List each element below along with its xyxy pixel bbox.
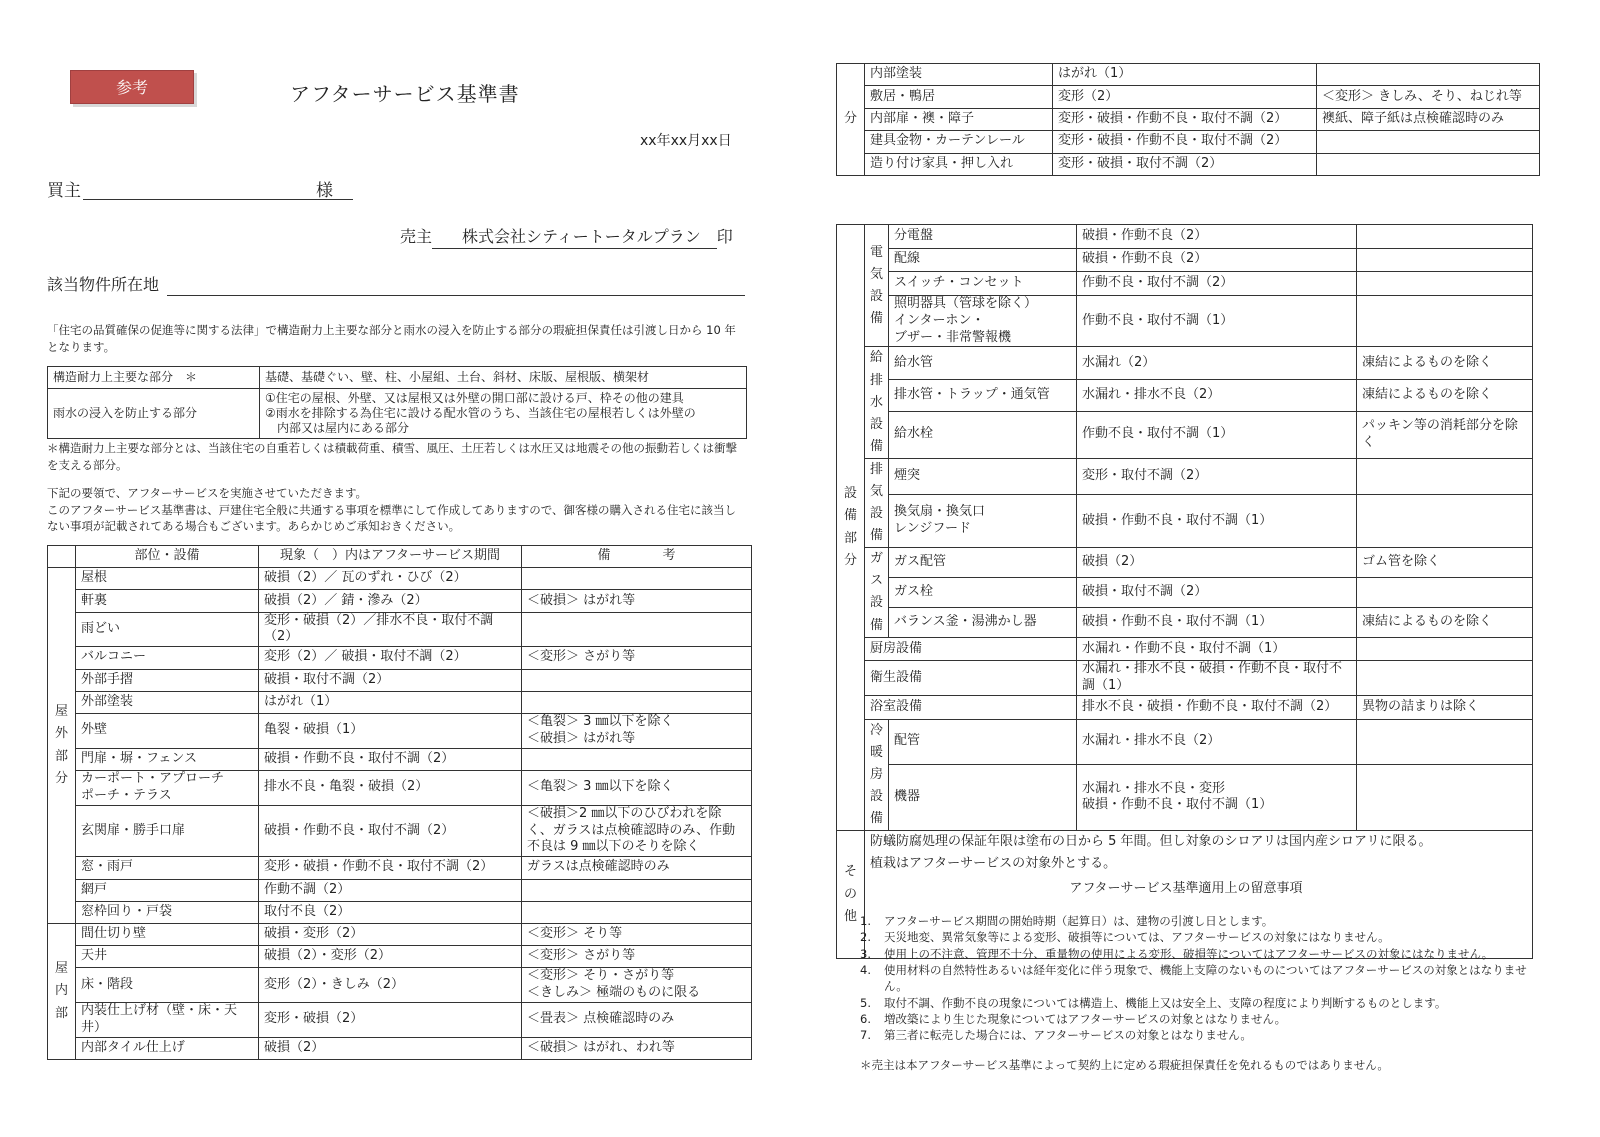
table-row <box>48 568 752 590</box>
phenomenon-cell: 破損（2） <box>1077 548 1357 578</box>
item-cell: 床・階段 <box>76 968 259 1003</box>
subgroup-water-label-char: 給 <box>869 350 883 366</box>
note-text: 増改築により生じた現象についてはアフターサービスの対象とはなりません。 <box>884 1011 1287 1026</box>
table-row <box>48 901 752 923</box>
item-cell: 門扉・塀・フェンス <box>76 748 259 770</box>
table-row <box>48 748 752 770</box>
intro-line: このアフターサービス基準書は、戸建住宅全般に共通する事項を標準にして作成してありますので、御客様の購入される住宅に該当しない事項が記載されてある場合もございます。あらかじめご承知おきください。 <box>47 502 736 534</box>
phenomenon-cell: はがれ（1） <box>259 691 522 713</box>
table-row <box>48 691 752 713</box>
item-cell: 窓枠回り・戸袋 <box>76 901 259 923</box>
phenomenon-cell: 取付不良（2） <box>259 901 522 923</box>
item-cell: 外壁 <box>76 713 259 748</box>
group-exterior-label-char: 屋 <box>54 704 68 720</box>
remarks-cell <box>522 901 752 923</box>
remarks-cell <box>1317 153 1540 175</box>
phenomenon-cell: 変形・破損（2） <box>259 1003 522 1038</box>
structure-row <box>48 367 747 389</box>
item-cell: 内装仕上げ材（壁・床・天井） <box>76 1003 259 1038</box>
phenomenon-cell: 変形・破損・取付不調（2） <box>1053 153 1317 175</box>
seller-name: 株式会社シティートータルプラン <box>432 224 717 249</box>
phenomenon-cell: 水漏れ・排水不良（2） <box>1077 719 1357 764</box>
table-row <box>48 857 752 879</box>
phenomenon-cell: 作動不良・取付不調（1） <box>1077 411 1357 458</box>
item-cell-line: ブザー・非常警報機 <box>894 329 1012 345</box>
phenomenon-cell: はがれ（1） <box>1053 64 1317 86</box>
item-cell-line: カーポート・アプローチ <box>81 770 225 786</box>
subgroup-electric-label-char: 備 <box>869 310 883 326</box>
seller-label: 売主 <box>400 227 433 246</box>
phenomenon-cell-line: 水漏れ・排水不良・変形 <box>1082 780 1226 796</box>
remarks-cell <box>522 568 752 590</box>
table-row <box>48 590 752 612</box>
structure-footnote: ＊構造耐力上主要な部分とは、当該住宅の自重若しくは積載荷重、積雪、風圧、土圧若しくは水圧又は地震その他の振動若しくは衝撃を支える部分。 <box>47 441 737 472</box>
table-row <box>837 272 1533 296</box>
phenomenon-cell: 水漏れ・作動不良・取付不調（1） <box>1077 637 1357 661</box>
table-header-row <box>48 546 752 568</box>
phenomenon-cell: 破損・作動不良・取付不調（2） <box>259 748 522 770</box>
table-row <box>837 719 1533 764</box>
phenomenon-cell: 破損（2）／ 錆・滲み（2） <box>259 590 522 612</box>
table-row <box>48 968 752 1003</box>
subgroup-heating-label-char: 房 <box>869 766 883 782</box>
note-item <box>860 1011 1540 1027</box>
item-cell: 排水管・トラップ・通気管 <box>889 379 1077 411</box>
structure-label: 構造耐力上主要な部分 ＊ <box>48 367 260 389</box>
group-equipment-label <box>837 225 865 831</box>
phenomenon-cell: 亀裂・破損（1） <box>259 713 522 748</box>
remarks-cell <box>1357 248 1533 272</box>
table-row <box>48 946 752 968</box>
table-row <box>837 295 1533 347</box>
item-cell: 間仕切り壁 <box>76 923 259 945</box>
item-cell: 分電盤 <box>889 225 1077 249</box>
table-row <box>837 379 1533 411</box>
header-corner <box>48 546 76 568</box>
item-cell-line: 換気扇・換気口 <box>894 504 986 520</box>
note-text: 第三者に転売した場合には、アフターサービスの対象とはなりません。 <box>884 1028 1252 1043</box>
remarks-cell: ＜変形＞ そり等 <box>522 923 752 945</box>
phenomenon-cell <box>1077 764 1357 830</box>
item-cell: 外部手摺 <box>76 669 259 691</box>
item-cell: 建具金物・カーテンレール <box>865 131 1053 153</box>
table-row <box>837 458 1533 494</box>
subgroup-exhaust-label-char: 備 <box>869 528 883 544</box>
note-text: 取付不調、作動不良の現象については構造上、機能上又は安全上、支障の程度により判断するものとします。 <box>884 995 1447 1010</box>
subgroup-electric-label-char: 設 <box>869 288 883 304</box>
phenomenon-cell: 破損・取付不調（2） <box>1077 578 1357 608</box>
table-row <box>48 713 752 748</box>
structure-value: 基礎、基礎ぐい、壁、柱、小屋組、土台、斜材、床版、屋根版、横架材 <box>260 367 747 389</box>
phenomenon-cell: 作動不良・取付不調（2） <box>1077 272 1357 296</box>
remarks-cell <box>1357 225 1533 249</box>
note-text: 使用材料の自然特性あるいは経年変化に伴う現象で、機能上支障のないものについてはアフターサービスの対象とはなりません。 <box>884 962 1527 994</box>
remarks-cell: 異物の詰まりは除く <box>1357 696 1533 720</box>
phenomenon-cell: 破損・変形（2） <box>259 923 522 945</box>
remarks-cell: ＜変形＞ さがり等 <box>522 946 752 968</box>
equipment-table <box>836 224 1533 959</box>
group-exterior-label-char: 部 <box>54 748 68 764</box>
rainwater-line: ①住宅の屋根、外壁、又は屋根又は外壁の開口部に設ける戸、枠その他の建具 <box>265 391 684 405</box>
group-equipment-label-char: 設 <box>843 486 857 502</box>
subgroup-electric-label <box>865 225 889 347</box>
phenomenon-cell: 破損（2）／ 瓦のずれ・ひび（2） <box>259 568 522 590</box>
table-row <box>837 637 1533 661</box>
remarks-cell-line: ＜破損＞2 ㎜以下のひびわれを除 <box>527 805 722 821</box>
subgroup-water-label-char: 備 <box>869 438 883 454</box>
other-line: 防蟻防腐処理の保証年限は塗布の日から 5 年間。但し対象のシロアリは国内産シロアリに限る。 <box>870 834 1432 850</box>
remarks-cell <box>1317 131 1540 153</box>
remarks-cell <box>1357 764 1533 830</box>
note-item <box>860 995 1540 1011</box>
structure-table <box>47 366 747 439</box>
remarks-cell: 凍結によるものを除く <box>1357 607 1533 637</box>
notes-title: アフターサービス基準適用上の留意事項 <box>1069 881 1303 896</box>
item-cell-line: レンジフード <box>894 521 971 537</box>
document-date: xx年xx月xx日 <box>640 133 732 149</box>
group-equipment-label-char: 備 <box>843 508 857 524</box>
remarks-cell: 襖紙、障子紙は点検確認時のみ <box>1317 108 1540 130</box>
subgroup-heating-label-char: 設 <box>869 788 883 804</box>
subgroup-water-label-char: 設 <box>869 416 883 432</box>
note-item <box>860 946 1540 962</box>
table-row <box>48 612 752 647</box>
phenomenon-cell: 変形・破損・作動不良・取付不調（2） <box>1053 131 1317 153</box>
property-label: 該当物件所在地 <box>47 275 160 294</box>
note-text: 天災地変、異常気象等による変形、破損等については、アフターサービスの対象にはなりません。 <box>884 930 1390 945</box>
item-cell: バルコニー <box>76 647 259 669</box>
subgroup-exhaust-label-char: 気 <box>869 484 883 500</box>
table-row <box>48 805 752 857</box>
item-cell: 衛生設備 <box>865 661 1077 696</box>
remarks-cell-line: ＜亀裂＞ 3 ㎜以下を除く <box>527 713 674 729</box>
phenomenon-cell: 破損・作動不良・取付不調（2） <box>259 805 522 857</box>
item-cell: 造り付け家具・押し入れ <box>865 153 1053 175</box>
group-interior-label-char: 部 <box>54 1005 68 1021</box>
rainwater-label: 雨水の浸入を防止する部分 <box>48 389 260 439</box>
phenomenon-cell: 破損・作動不良・取付不調（1） <box>1077 607 1357 637</box>
table-row <box>837 108 1540 130</box>
group-other-label-char: そ <box>843 864 857 880</box>
group-exterior-label <box>48 568 76 924</box>
item-cell: 内部扉・襖・障子 <box>865 108 1053 130</box>
note-number: 7. <box>860 1028 871 1043</box>
note-item <box>860 1027 1540 1043</box>
remarks-cell: パッキン等の消耗部分を除く <box>1357 411 1533 458</box>
remarks-cell <box>522 879 752 901</box>
remarks-cell: 凍結によるものを除く <box>1357 347 1533 379</box>
remarks-cell: ＜破損＞ はがれ、われ等 <box>522 1037 752 1059</box>
item-cell: 機器 <box>889 764 1077 830</box>
rainwater-line: ②雨水を排除する為住宅に設ける配水管のうち、当該住宅の屋根若しくは外壁の <box>265 406 696 420</box>
table-row <box>837 153 1540 175</box>
buyer-label: 買主 <box>47 181 81 201</box>
remarks-cell-line: ＜変形＞ そり・さがり等 <box>527 968 675 984</box>
item-cell: 配管 <box>889 719 1077 764</box>
item-cell: 煙突 <box>889 458 1077 494</box>
phenomenon-cell-line: 破損・作動不良・取付不調（1） <box>1082 797 1273 813</box>
header-remarks: 備 考 <box>522 546 752 568</box>
notes-list <box>860 913 1540 1044</box>
phenomenon-cell: 変形・破損・作動不良・取付不調（2） <box>259 857 522 879</box>
phenomenon-cell: 変形・破損・作動不良・取付不調（2） <box>1053 108 1317 130</box>
note-number: 2. <box>860 930 871 945</box>
item-cell: 網戸 <box>76 879 259 901</box>
subgroup-heating-label-char: 暖 <box>869 744 883 760</box>
phenomenon-cell: 変形（2）／ 破損・取付不調（2） <box>259 647 522 669</box>
remarks-cell <box>522 968 752 1003</box>
note-number: 5. <box>860 995 871 1010</box>
group-other-label-char: の <box>843 886 857 902</box>
group-exterior-label-char: 外 <box>54 726 68 742</box>
phenomenon-cell: 破損（2）・変形（2） <box>259 946 522 968</box>
phenomenon-cell: 作動不調（2） <box>259 879 522 901</box>
note-number: 6. <box>860 1011 871 1026</box>
remarks-cell-line: ＜きしみ＞ 極端のものに限る <box>527 985 701 1001</box>
group-exterior-label-char: 分 <box>54 770 68 786</box>
buyer-underline <box>83 199 353 200</box>
remarks-cell-line: ＜破損＞ はがれ等 <box>527 730 636 746</box>
table-row <box>48 1037 752 1059</box>
subgroup-gas-label-char: ガ <box>869 551 883 567</box>
remarks-cell <box>1317 64 1540 86</box>
remarks-cell <box>1357 719 1533 764</box>
rainwater-line: 内部又は屋内にある部分 <box>265 421 410 435</box>
remarks-cell: ＜変形＞ きしみ、そり、ねじれ等 <box>1317 86 1540 108</box>
table-row <box>48 923 752 945</box>
remarks-cell <box>1357 458 1533 494</box>
other-line: 植栽はアフターサービスの対象外とする。 <box>870 856 1117 871</box>
remarks-cell-line: 不良は 9 ㎜以下のそりを除く <box>527 839 700 855</box>
subgroup-electric-label-char: 気 <box>869 266 883 282</box>
table-row <box>837 64 1540 86</box>
subgroup-gas-label <box>865 548 889 637</box>
remarks-cell: ＜亀裂＞ 3 ㎜以下を除く <box>522 770 752 805</box>
note-number: 3. <box>860 946 871 961</box>
table-row <box>837 607 1533 637</box>
subgroup-water-label <box>865 347 889 458</box>
remarks-cell <box>1357 295 1533 347</box>
group-interior-label-char: 屋 <box>54 961 68 977</box>
note-number: 1. <box>860 914 871 928</box>
group-equipment-label-char: 分 <box>843 552 857 568</box>
note-text: アフターサービス期間の開始時期（起算日）は、建物の引渡し日とします。 <box>884 914 1274 928</box>
table-row <box>48 1003 752 1038</box>
remarks-cell <box>522 713 752 748</box>
table-row <box>837 347 1533 379</box>
remarks-cell: ゴム管を除く <box>1357 548 1533 578</box>
table-row <box>837 225 1533 249</box>
remarks-cell <box>1357 495 1533 548</box>
table-row <box>837 411 1533 458</box>
remarks-cell <box>522 805 752 857</box>
item-cell: 配線 <box>889 248 1077 272</box>
document-title: アフターサービス基準書 <box>290 82 520 106</box>
item-cell: ガス栓 <box>889 578 1077 608</box>
property-underline <box>167 295 745 296</box>
seller-line <box>400 224 745 249</box>
phenomenon-cell: 破損・作動不良（2） <box>1077 225 1357 249</box>
remarks-cell: ＜破損＞ はがれ等 <box>522 590 752 612</box>
phenomenon-cell: 変形（2） <box>1053 86 1317 108</box>
phenomenon-cell: 水漏れ・排水不良・破損・作動不良・取付不調（1） <box>1077 661 1357 696</box>
phenomenon-cell: 水漏れ（2） <box>1077 347 1357 379</box>
remarks-cell <box>522 612 752 647</box>
item-cell-line: 照明器具（管球を除く） <box>894 295 1038 311</box>
remarks-cell <box>1357 272 1533 296</box>
remarks-cell <box>1357 578 1533 608</box>
item-cell: 敷居・鴨居 <box>865 86 1053 108</box>
item-cell <box>76 770 259 805</box>
phenomenon-cell: 変形・破損（2）／排水不良・取付不調（2） <box>259 612 522 647</box>
seal-mark: 印 <box>716 227 733 246</box>
phenomenon-cell: 破損（2） <box>259 1037 522 1059</box>
phenomenon-cell: 破損・作動不良（2） <box>1077 248 1357 272</box>
table-row <box>837 248 1533 272</box>
interior-continued-body <box>837 64 1540 176</box>
note-item <box>860 913 1540 929</box>
item-cell: ガス配管 <box>889 548 1077 578</box>
remarks-cell <box>522 748 752 770</box>
item-cell: 給水管 <box>889 347 1077 379</box>
note-text: 使用上の不注意、管理不十分、重量物の使用による変形、破損等についてはアフターサービスの対象にはなりません。 <box>884 946 1494 961</box>
table-row <box>837 131 1540 153</box>
group-other-label-char: 他 <box>843 908 857 924</box>
item-cell: 浴室設備 <box>865 696 1077 720</box>
phenomenon-cell: 破損・取付不調（2） <box>259 669 522 691</box>
interior-continued-table <box>836 63 1540 176</box>
phenomenon-cell: 水漏れ・排水不良（2） <box>1077 379 1357 411</box>
item-cell: 屋根 <box>76 568 259 590</box>
remarks-cell: ＜変形＞ さがり等 <box>522 647 752 669</box>
item-cell <box>889 295 1077 347</box>
table-row <box>48 647 752 669</box>
item-cell: 天井 <box>76 946 259 968</box>
table-row <box>837 578 1533 608</box>
item-cell: 給水栓 <box>889 411 1077 458</box>
note-item <box>860 929 1540 945</box>
remarks-cell <box>1357 637 1533 661</box>
remarks-cell: ＜畳表＞ 点検確認時のみ <box>522 1003 752 1038</box>
reference-badge: 参考 <box>70 70 194 104</box>
table-row <box>837 764 1533 830</box>
header-part: 部位・設備 <box>76 546 259 568</box>
item-cell-line: インターホン・ <box>894 312 985 328</box>
table-row <box>837 661 1533 696</box>
item-cell-line: ポーチ・テラス <box>81 787 172 803</box>
subgroup-exhaust-label-char: 排 <box>869 461 883 477</box>
table-row <box>837 86 1540 108</box>
subgroup-gas-label-char: 設 <box>869 595 883 611</box>
subgroup-gas-label-char: 備 <box>869 617 883 633</box>
item-cell: 玄関扉・勝手口扉 <box>76 805 259 857</box>
subgroup-exhaust-label <box>865 458 889 547</box>
subgroup-heating-label <box>865 719 889 830</box>
phenomenon-cell: 変形・取付不調（2） <box>1077 458 1357 494</box>
intro-line: 下記の要領で、アフターサービスを実施させていただきます。 <box>47 486 368 500</box>
property-line <box>47 272 745 296</box>
after-service-table-body <box>48 546 752 1060</box>
item-cell: 外部塗装 <box>76 691 259 713</box>
table-row <box>48 879 752 901</box>
subgroup-water-label-char: 水 <box>869 394 883 410</box>
phenomenon-cell: 排水不良・破損・作動不良・取付不調（2） <box>1077 696 1357 720</box>
header-phenomenon: 現象（ ）内はアフターサービス期間 <box>259 546 522 568</box>
buyer-line <box>47 176 353 200</box>
rainwater-value <box>260 389 747 439</box>
item-cell <box>889 495 1077 548</box>
equipment-table-body <box>837 225 1533 959</box>
rainwater-row <box>48 389 747 439</box>
phenomenon-cell: 破損・作動不良・取付不調（1） <box>1077 495 1357 548</box>
buyer-suffix: 様 <box>316 181 333 201</box>
table-row <box>837 696 1533 720</box>
note-item <box>860 962 1540 995</box>
note-number: 4. <box>860 962 871 977</box>
table-row <box>48 669 752 691</box>
remarks-cell <box>522 669 752 691</box>
phenomenon-cell: 変形（2）・きしみ（2） <box>259 968 522 1003</box>
item-cell: 軒裏 <box>76 590 259 612</box>
subgroup-electric-label-char: 電 <box>869 244 883 260</box>
after-service-table <box>47 545 752 1060</box>
item-cell: 雨どい <box>76 612 259 647</box>
intro-warranty-text: 「住宅の品質確保の促進等に関する法律」で構造耐力上主要な部分と雨水の浸入を防止する部分の瑕疵担保責任は引渡し日から 10 年となります。 <box>47 323 736 354</box>
intro-service-text <box>47 485 747 535</box>
item-cell: スイッチ・コンセット <box>889 272 1077 296</box>
item-cell: 厨房設備 <box>865 637 1077 661</box>
subgroup-heating-label-char: 冷 <box>869 722 883 738</box>
subgroup-heating-label-char: 備 <box>869 811 883 827</box>
remarks-cell <box>1357 661 1533 696</box>
table-row <box>48 770 752 805</box>
remarks-cell: 凍結によるものを除く <box>1357 379 1533 411</box>
phenomenon-cell: 排水不良・亀裂・破損（2） <box>259 770 522 805</box>
item-cell: 内部塗装 <box>865 64 1053 86</box>
item-cell: 窓・雨戸 <box>76 857 259 879</box>
remarks-cell-line: く、ガラスは点検確認時のみ、作動 <box>527 822 736 838</box>
remarks-cell <box>522 691 752 713</box>
group-interior-cont-label: 分 <box>837 64 865 176</box>
group-equipment-label-char: 部 <box>843 530 857 546</box>
seller-footnote: ＊売主は本アフターサービス基準によって契約上に定める瑕疵担保責任を免れるものではありません。 <box>860 1058 1389 1072</box>
subgroup-water-label-char: 排 <box>869 372 883 388</box>
group-interior-label <box>48 923 76 1059</box>
item-cell: バランス釜・湯沸かし器 <box>889 607 1077 637</box>
item-cell: 内部タイル仕上げ <box>76 1037 259 1059</box>
phenomenon-cell: 作動不良・取付不調（1） <box>1077 295 1357 347</box>
table-row <box>837 495 1533 548</box>
table-row <box>837 548 1533 578</box>
subgroup-gas-label-char: ス <box>869 573 883 589</box>
remarks-cell: ガラスは点検確認時のみ <box>522 857 752 879</box>
subgroup-exhaust-label-char: 設 <box>869 506 883 522</box>
group-interior-label-char: 内 <box>54 983 68 999</box>
